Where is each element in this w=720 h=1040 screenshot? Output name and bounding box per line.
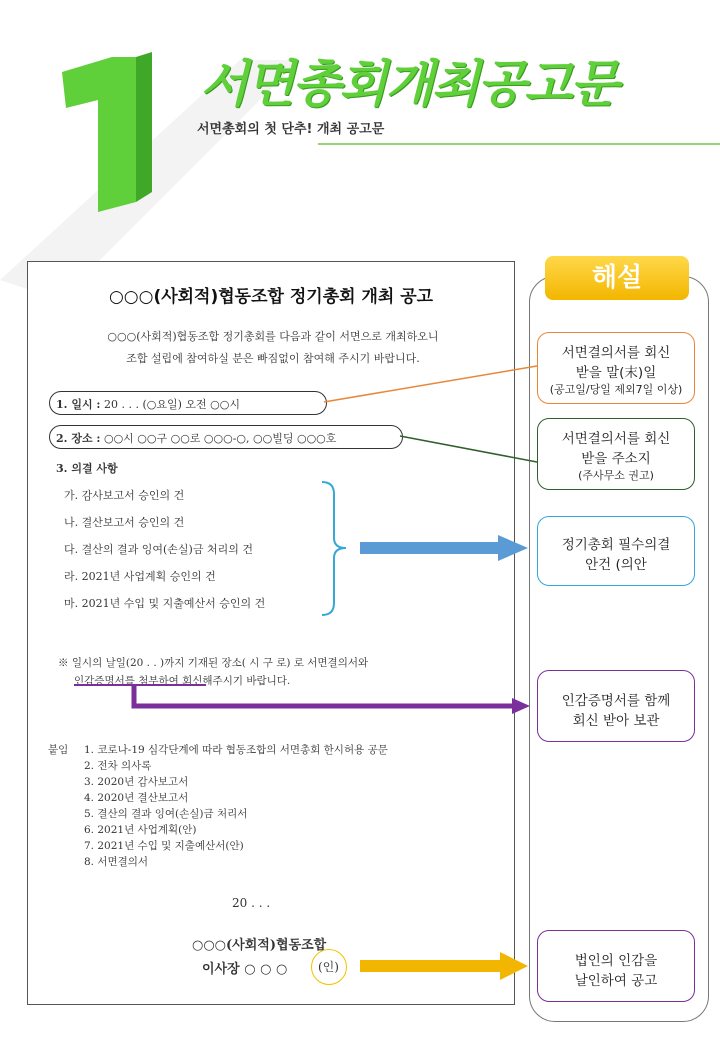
attachment-item: 3. 2020년 감사보고서 — [84, 776, 189, 788]
note-line: 인감증명서를 함께 — [561, 693, 671, 709]
attachment-label: 붙임 — [48, 744, 69, 756]
seal-mark: (인) — [318, 960, 339, 974]
note-line: 받을 주소지 — [581, 451, 651, 467]
note-line: 회신 받아 보관 — [572, 713, 660, 729]
agenda-item: 나. 결산보고서 승인의 건 — [64, 516, 185, 529]
document-date: 20 . . . — [232, 896, 271, 910]
attachment-item: 6. 2021년 사업계획(안) — [84, 824, 197, 836]
seal-arrow — [360, 952, 528, 980]
note-subtext: (공고일/당일 제외7일 이상) — [549, 383, 683, 396]
document-title: ○○○(사회적)협동조합 정기총회 개최 공고 — [108, 287, 434, 307]
note-subtext: (주사무소 권고) — [578, 469, 654, 482]
agenda-item: 마. 2021년 수입 및 지출예산서 승인의 건 — [64, 597, 266, 610]
attachment-item: 7. 2021년 수입 및 지출예산서(안) — [84, 840, 244, 852]
intro-line: 조합 설립에 참여하실 분은 빠짐없이 참여해 주시기 바랍니다. — [126, 352, 420, 365]
date-value: 20 . . . (○요일) 오전 ○○시 — [103, 398, 240, 411]
attachment-item: 8. 서면결의서 — [84, 856, 149, 868]
agenda-heading: 3. 의결 사항 — [56, 462, 118, 475]
note-line: 받을 말(末)일 — [575, 365, 657, 381]
attachment-item: 4. 2020년 결산보고서 — [84, 792, 189, 804]
note-line: 안건 (의안 — [585, 557, 647, 573]
connector-line-place — [400, 436, 537, 462]
agenda-arrow — [360, 535, 528, 561]
connector-line-date — [324, 366, 537, 402]
page-title: 서면총회개최공고문 — [200, 55, 617, 113]
place-value: ○○시 ○○구 ○○로 ○○○-○, ○○빌딩 ○○○호 — [103, 432, 337, 445]
date-label: 1. 일시 : — [56, 398, 101, 411]
note-line: 서면결의서를 회신 — [561, 345, 671, 361]
agenda-item: 다. 결산의 결과 잉여(손실)금 처리의 건 — [64, 543, 253, 556]
certificate-arrow-head — [512, 698, 530, 714]
explanation-header: 해설 — [545, 256, 689, 300]
place-label: 2. 장소 : — [56, 432, 101, 445]
intro-line: ○○○(사회적)협동조합 정기총회를 다음과 같이 서면으로 개최하오니 — [107, 330, 439, 343]
note-line: 서면결의서를 회신 — [561, 431, 671, 447]
page-subtitle: 서면총회의 첫 단추! 개최 공고문 — [197, 122, 385, 137]
notice-text: 회신해주시기 바랍니다. — [178, 675, 291, 687]
agenda-brace — [322, 482, 346, 615]
attachment-item: 5. 결산의 결과 잉여(손실)금 처리서 — [84, 808, 248, 820]
agenda-item: 라. 2021년 사업계획 승인의 건 — [64, 570, 216, 583]
notice-line: ※ 일시의 날일(20 . . )까지 기재된 장소( 시 구 로) 로 서면결의서와 — [58, 657, 369, 669]
agenda-item: 가. 감사보고서 승인의 건 — [64, 489, 185, 502]
note-line: 정기총회 필수의결 — [561, 537, 671, 553]
certificate-arrow-line — [134, 686, 514, 706]
note-line: 날인하여 공고 — [574, 973, 658, 989]
attachment-item: 2. 전차 의사록 — [84, 760, 152, 772]
signer-name: 이사장 ○ ○ ○ — [202, 962, 288, 977]
attachment-item: 1. 코로나-19 심각단계에 따라 협동조합의 서면총회 한시허용 공문 — [84, 744, 388, 756]
organization-name: ○○○(사회적)협동조합 — [192, 938, 327, 953]
notice-underlined-text: 인감증명서를 첨부하여 — [74, 675, 179, 687]
note-line: 법인의 인감을 — [574, 953, 658, 969]
